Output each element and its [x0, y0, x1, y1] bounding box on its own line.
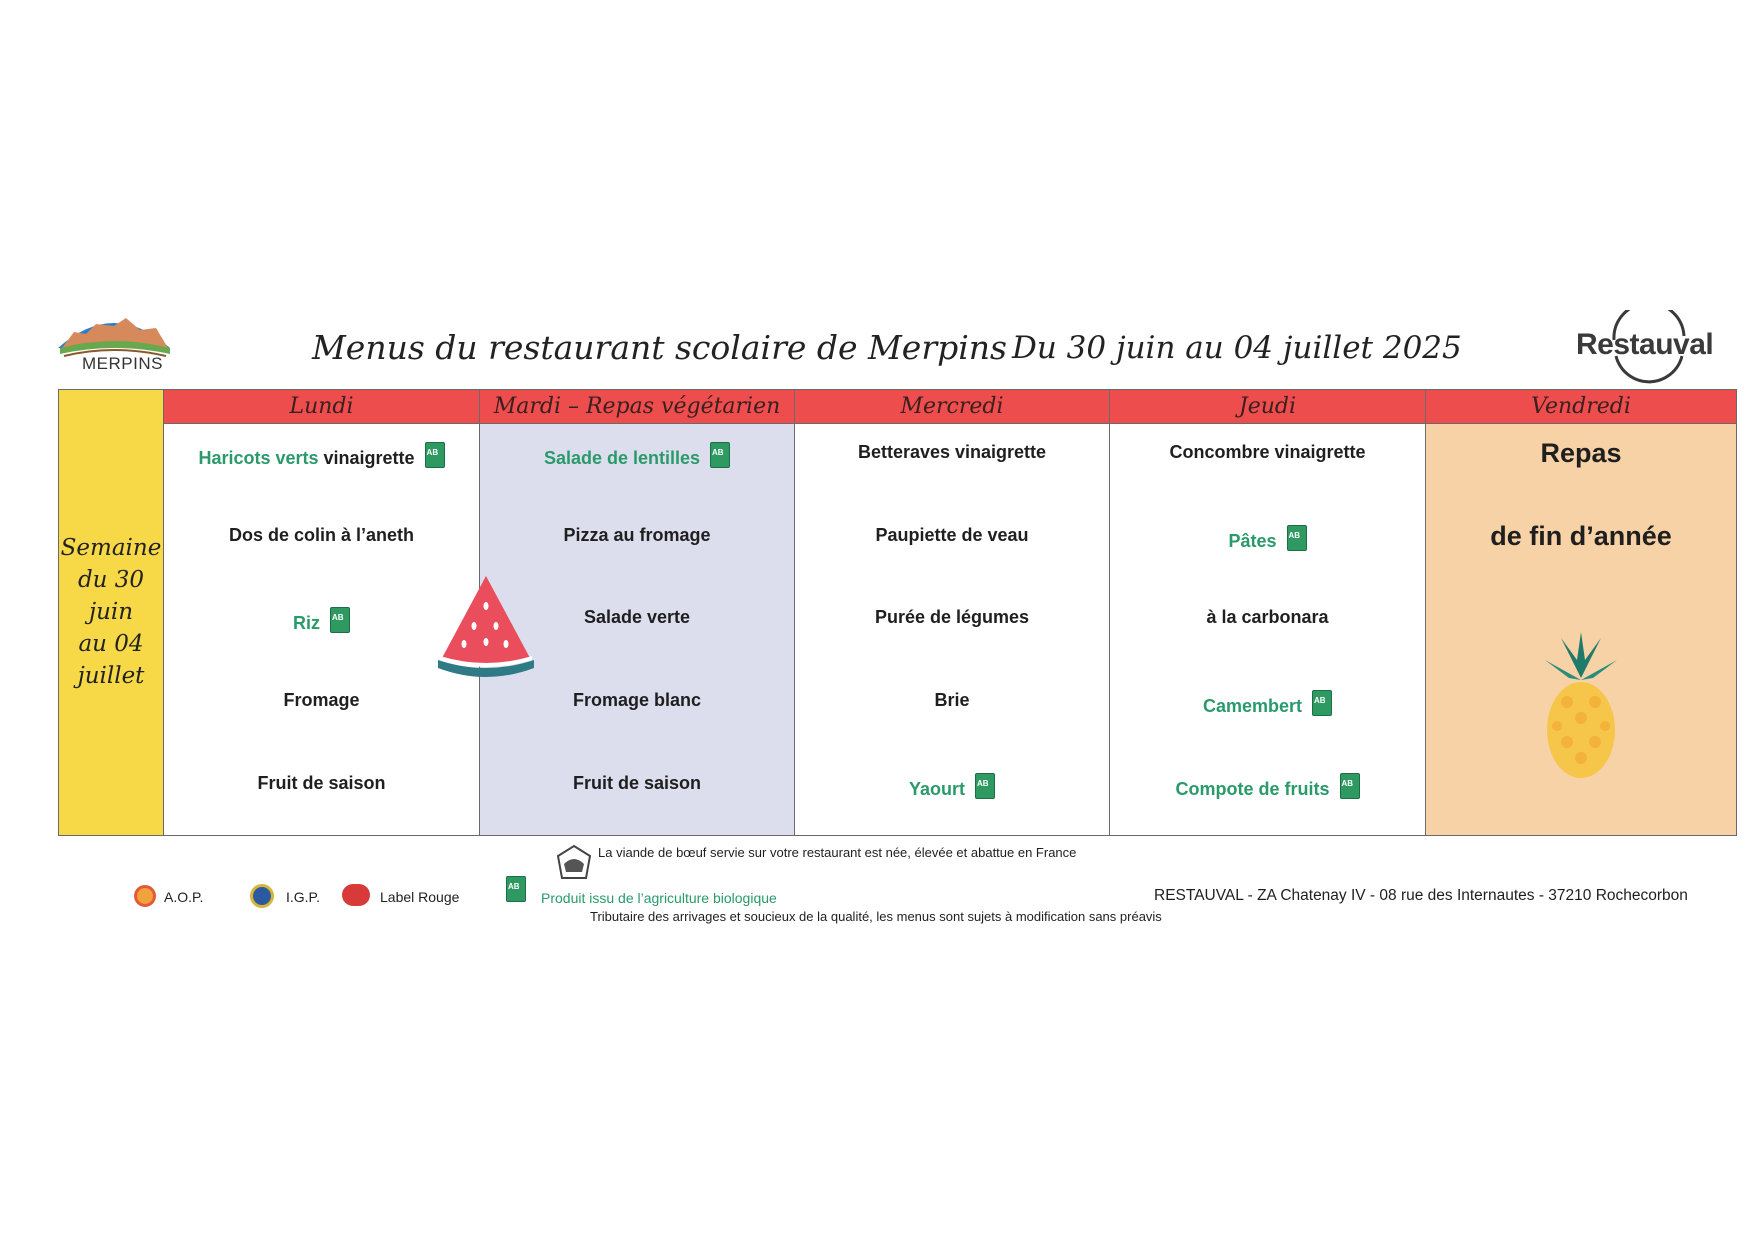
- merpins-logo: [56, 304, 174, 376]
- menu-item: Paupiette de veau: [875, 525, 1029, 545]
- day-header: Lundi: [164, 390, 479, 424]
- bio-label-icon: [506, 876, 526, 902]
- day-column-vendredi: [1426, 389, 1737, 836]
- address: RESTAUVAL - ZA Chatenay IV - 08 rue des Internautes - 37210 Rochecorbon: [1154, 887, 1688, 904]
- menu-item: Haricots verts vinaigretteAB: [164, 442, 479, 469]
- french-beef-icon: [556, 844, 592, 880]
- menu-item: Fruit de saison: [257, 773, 386, 793]
- bio-label-icon: [1312, 690, 1332, 716]
- menu-item: Compote de fruitsAB: [1110, 773, 1425, 800]
- menu-item: Fromage: [283, 690, 360, 710]
- day-column-lundi: [164, 389, 480, 836]
- label-rouge-icon: [342, 884, 370, 906]
- menu-item: Fromage blanc: [572, 690, 702, 710]
- aop-icon: [134, 885, 156, 907]
- menu-item: CamembertAB: [1110, 690, 1425, 717]
- day-column-jeudi: [1110, 389, 1426, 836]
- menu-item: PâtesAB: [1110, 525, 1425, 552]
- menu-item: Fruit de saison: [572, 773, 702, 793]
- igp-label: I.G.P.: [286, 889, 320, 905]
- day-column-mercredi: [795, 389, 1110, 836]
- bio-label-icon: [1287, 525, 1307, 551]
- bio-legend-label: Produit issu de l’agriculture biologique: [541, 890, 777, 906]
- bio-label-icon: [330, 607, 350, 633]
- menu-item: YaourtAB: [795, 773, 1109, 800]
- disclaimer: Tributaire des arrivages et soucieux de la qualité, les menus sont sujets à modification sans préavis: [590, 909, 1162, 924]
- page-title: Menus du restaurant scolaire de Merpins: [312, 328, 1007, 367]
- friday-line-1: Repas: [1540, 438, 1622, 468]
- menu-item: Pizza au fromage: [563, 525, 711, 545]
- aop-label: A.O.P.: [164, 889, 204, 905]
- day-header: Vendredi: [1426, 390, 1736, 424]
- day-header: Mardi – Repas végétarien: [480, 390, 794, 424]
- label-rouge-label: Label Rouge: [380, 889, 460, 905]
- menu-item: Brie: [934, 690, 970, 710]
- friday-line-2: de fin d’année: [1490, 521, 1672, 551]
- pineapple-icon: [1539, 630, 1623, 780]
- menu-item: à la carbonara: [1206, 607, 1329, 627]
- bio-label-icon: [1340, 773, 1360, 799]
- igp-icon: [250, 884, 274, 908]
- menu-item: Purée de légumes: [874, 607, 1030, 627]
- day-header: Jeudi: [1110, 390, 1425, 424]
- bio-label-icon: [710, 442, 730, 468]
- watermelon-icon: [434, 572, 538, 680]
- beef-note: La viande de bœuf servie sur votre restaurant est née, élevée et abattue en France: [598, 845, 1077, 860]
- merpins-logo-text: MERPINS: [82, 354, 163, 373]
- bio-label-icon: [975, 773, 995, 799]
- week-label: Semaine du 30 juin au 04 juillet: [60, 535, 162, 689]
- day-header: Mercredi: [795, 390, 1109, 424]
- menu-item: Salade verte: [583, 607, 691, 627]
- bio-label-icon: [425, 442, 445, 468]
- menu-item: Dos de colin à l’aneth: [228, 525, 415, 545]
- menu-item: Betteraves vinaigrette: [857, 442, 1047, 462]
- restauval-logo-text: Restauval: [1576, 328, 1714, 361]
- menu-item: RizAB: [164, 607, 479, 634]
- week-column: [58, 389, 164, 836]
- restauval-logo: [1572, 308, 1732, 384]
- menu-item: Concombre vinaigrette: [1169, 442, 1366, 462]
- menu-item: Salade de lentillesAB: [480, 442, 794, 469]
- date-range: Du 30 juin au 04 juillet 2025: [1012, 330, 1462, 366]
